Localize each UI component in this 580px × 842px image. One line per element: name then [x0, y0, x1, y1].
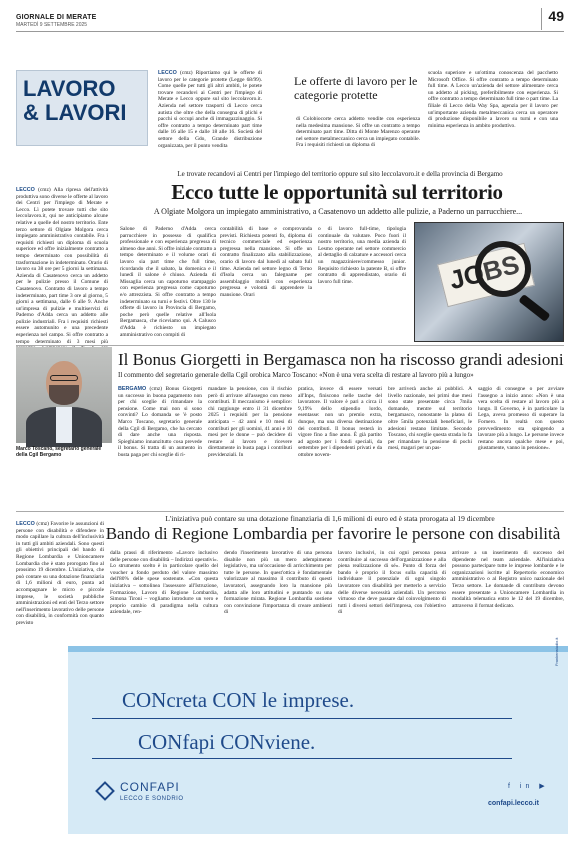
lombardia-article-column-3: lavoro inclusivi, in cui ogni persona possa contribuire al successo dell'organizzazione e alla piena realizzazione di sé». Punto di forza del bando è proprio il focus sulla capacità di individuare il potenziale di ogni singolo lavoratore con disabilità per metterlo a servizio delle diverse necessità aziendali. Un percorso virtuoso che deve passare dal coinvolgimento di tutti i diversi settori dell'impresa, con l'obiettivo di: [338, 550, 446, 616]
bonus-article-subhead: Il commento del segretario generale della Cgil orobica Marco Toscano: «Non è una vera scelta di restare al lavoro più a lungo»: [118, 371, 474, 379]
magnifier-icon: [475, 241, 531, 297]
lombardia-article-column-2: dendo l'inserimento lavorativo di una persona disabile non più un mero adempimento legislativo, ma un'occasione di arricchimento per tutte le persone. In quest'ottica è fondamentale valorizzare al massimo il contributo di questi lavoratori, assegnando loro la mansione più adatta alle loro attitudini e puntando su una formazione mirata. Regione Lombardia sostiene con convinzione l'importanza di creare ambienti di: [224, 550, 332, 616]
article-divider-2: [16, 511, 564, 512]
ad-slogan-line1: CONcreta CON le imprese.: [122, 688, 355, 712]
jobs-photo-word: JOBS: [446, 248, 523, 296]
top-article-column-3: scuola superiore e un'ottima conoscenza del pacchetto Microsoft Office. Si offre contratto a tempo determinato full time. A Lecco un'azienda del settore alimentare cerca un addetto al picking, preferibilmente con esperienza. Si offre contratto a tempo determinato full time o part time. La filiale di Lecco della Way Spa, agenzia per il lavoro per un'importante azienda metalmeccanica cerca un operatore di produzione disponibile a lavoro su turni e con una minima esperienza in ambito produttivo.: [428, 70, 558, 129]
ad-brand-name: CONFAPI: [120, 780, 180, 794]
lombardia-article-headline: Bando di Regione Lombardia per favorire le persone con disabilità: [105, 524, 561, 543]
main-article-column-3: o di lavoro full-time, tipologia continuale da valutare. Poco fuori il nostro territorio, una media azienda di Lesmo operante nel settore commercio al dettaglio di calzature e accessori cerca un magazziniere/commesso junior. Requisito richiesto la patente B, si offre contratto di apprendistato, orario di lavoro full time.: [318, 226, 406, 285]
section-title: [23, 77, 126, 125]
page-number: 49: [541, 8, 564, 30]
section-label-box: [16, 70, 148, 146]
bonus-article-text-1: (cmz) Bonus Giorgetti un successo in buona pagamento non per chi sceglie di rimandare la pensione. Come mai non si sono convinti? Lo domanda se 'è posto Marco Toscano, segretario generale della Cgil di Bergamo, che ha cercato di dare anche una risposta. Spieghiamo innanzitutto cosa prevede il bonus. Si tratta di un aumento in busta paga per chi sceglie di ri-: [118, 386, 202, 458]
social-icons[interactable]: f in ▶: [508, 783, 549, 790]
lombardia-article-column-4: arrivare a un inserimento di successo del dipendente nel team aziendale. All'iniziativa possono partecipare tutte le imprese lombarde e le organizzazioni iscritte al Repertorio economico amministrativo o al Registro unico nazionale del Terzo settore. Le domande di contributo devono essere presentate a Unioncamere Lombardia in modalità telematica entro le 12 del 19 dicembre, attraverso il format dedicato.: [452, 550, 564, 609]
ad-top-band: [68, 646, 568, 652]
main-article-column-1: Salone di Paderno d'Adda cerca parrucchiere in possesso di qualifica professionale e con esperienza pregressa di almeno due anni. Si offre iniziale contratto a tempo determinato e il volume orari di lavoro sia part time che full time, ricordando che il sabato, la domenica e il lunedì il salone è chiuso. Azienda di Missaglia cerca un capoturno stampaggio con esperienza pregressa come capoturno e/o attrezzista. Si offre contratto a tempo indeterminato su turni e festivi. Oltre 130 le offerte di lavoro in Provincia di Bergamo, poche però quelle relative all'Isola Bergamasca, che riceviamo qui. A Calusco d'Adda è richiesto un impiegato amministrativo con compiti di: [120, 226, 216, 338]
ad-rule-1: [92, 718, 512, 719]
lombardia-article-lead: LECCO: [16, 521, 35, 527]
main-article-left-column: [16, 187, 108, 345]
confapi-advertisement[interactable]: [68, 637, 568, 834]
main-article-column-2: contabilità di base e comprovanda previsti. Richiesta potenti fo, diploma di tecnico commerciale ed esperienza pregressa nella mansione. Si offe un contratto finalizzato alla stabilizzazione, orario di lavoro dal lunedì al sabato full time. Azienda nel settore legno di Terno d'Isola cerca un falegname per assemblaggio mobili con esperienza pregressa e volontà di apprendere la mansione. Orari: [220, 226, 312, 298]
ad-website-link[interactable]: confapi.lecco.it: [488, 800, 539, 807]
main-article-subhead: A Olgiate Molgora un impiegato amministrativo, a Casatenovo un addetto alle pulizie, a Paderno un parrucchiere...: [153, 207, 523, 216]
main-article-kicker: Le trovate recandovi ai Centri per l'impiego del territorio oppure sul sito leccolavoro.it e della provincia di Bergamo: [177, 170, 503, 178]
article-divider-1: [16, 345, 564, 346]
bonus-article-column-4: bre arriverà anche ai pubblici. A livello nazionale, nei primi due mesi sono state presentate circa 7mila domande, mentre sul territorio bergamasco, nonostante la platea di oltre 5mila potenziali beneficiari, le adesioni restano limitate. Secondo Toscano, chi sceglie questa strada lo fa per rimandare la pensione di pochi mesi, magari per un pas-: [388, 386, 472, 452]
masthead: [16, 8, 564, 42]
top-article-headline: Le offerte di lavoro per le categorie protette: [294, 74, 418, 102]
top-article-column-2: di Colobiocorte cerca addetto vendite con esperienza nella medesima mansione. Si offre un contratto a tempo determinato part time. Ditta di Monte Marenzo operante nel settore metalmeccanico cerca un impiegato contabile. Fra i requisiti richiesti un diploma di: [296, 116, 420, 149]
issue-date: MARTEDÌ 9 SETTEMBRE 2025: [16, 22, 88, 28]
ad-slogan-line2: CONfapi CONviene.: [138, 730, 316, 754]
section-title-line1: LAVORO: [23, 76, 116, 101]
portrait-beard: [49, 385, 79, 405]
main-article-headline: Ecco tutte le opportunità sul territorio: [171, 180, 503, 204]
ad-rule-2: [92, 758, 512, 759]
ad-credit: Frankenstudio.it: [554, 637, 559, 666]
portrait-photo: [16, 347, 112, 443]
lombardia-article-column-1: dalla prassi di riferimento «Lavoro inclusivo delle persone con disabilità – Indirizzi operativi». Lo strumento scelto è in particolare quello del voucher a fondo perduto del valore massimo dell'80% delle spese sostenute. «Con questa iniziativa – sottolinea l'assessore all'Istruzione, Formazione, Lavoro di Regione Lombardia, Simona Tironi – vogliamo introdurre un vero e proprio cambio di paradigma nella cultura aziendale, ren-: [110, 550, 218, 616]
ad-brand-sub: LECCO E SONDRIO: [120, 796, 184, 802]
portrait-glasses: [50, 375, 78, 381]
confapi-logo-icon: [95, 781, 115, 801]
main-article-left-text: (cmz) Alla ripresa dell'attività produttiva sono diverse le offerte al lavoro dei Centri per l'impiego di Merate e Lecco. Lì potete trovare tutti che sito leccolavoro.it, qui ne anticipiamo alcune relative a quelle del nostro territorio. Ente terzo settore di Olgiate Molgora cerca impiegato amministrativo contabile. Fra i requisiti richiesti un diploma di scuola superiore ed offre inizialmente contratto a tempo determinato con possibilità di trasformazione in indeterminato. Orario di lavoro su 38 ore per 5 giorni la settimana. Azienda di Casatenovo cerca un addetto per le pulizie presso il Comune di Casatenovo. Contratto di lavoro a tempo indeterminato, part time 3 ore al giorno, 5 giorni a settimana, dalle 6 alle 9. Anche un'impresa di pulizie e multiservizi di Paderno d'Adda cerca un addetto alle pulizie industriali. Fra i requisiti richiesti essere automunito e una precedente esperienza nel campo. Si offre contratto a tempo determinato di 3 mesi più: [16, 187, 108, 345]
top-article-text-1: (cmz) Riportiamo qui le offerte di lavoro per le categorie protette (Legge 68/99). Come quelle per tutti gli altri ambiti, le potete trovare recandovi ai Centri per l'impiego di Merate e Lecco oppure sul sito leccolavoro.it. Azienda nel settore trasporti di Lecco cerca autista che oltre che della consegna di plichi e pacchi si occupi anche di immagazzinaggio. Si offre contratto a tempo determinato part time dalle 16 alle 15 e dalle 18 alle 16. Società del settore della Gdo, Grande distribuzione organizzata, per il punto vendita: [158, 70, 262, 149]
section-title-line2: & LAVORI: [23, 100, 127, 125]
magnifier-handle: [518, 294, 550, 322]
bonus-article-column-2: mandare la pensione, con il rischio però di arrivare all'assegno con meno contributi. Il meccanismo è semplice: chi raggiunge entro il 31 dicembre 2025 i requisiti per la pensione anticipata – 42 anni e 10 mesi di contributi per gli uomini, 41 anni e 10 mesi per le donne – può decidere di restare al lavoro e ricevere direttamente in busta paga i contributi previdenziali. In: [208, 386, 292, 458]
bonus-article-column-3: pratica, invece di essere versati all'Inps, finiscono nelle tasche del lavoratore. Il valore è pari a circa il 9,19% dello stipendio lordo, esentasse: non un premio extra, dunque, ma una diversa destinazione dei contributi. Il bonus resterà in vigore fino a fine anno. È già partito ad agosto per i fondi speciali, da settembre per i dipendenti privati e da ottobre novem-: [298, 386, 382, 458]
portrait-shirt: [56, 407, 72, 443]
bonus-article-lead: BERGAMO: [118, 386, 147, 392]
main-article-lead: LECCO: [16, 187, 35, 193]
bonus-article-headline: Il Bonus Giorgetti in Bergamasca non ha riscosso grandi adesioni: [118, 350, 564, 369]
portrait-caption: Marco Toscano, segretario generale della Cgil Bergamo: [16, 446, 102, 458]
top-article-lead: LECCO: [158, 70, 177, 76]
bonus-article-column-1: [118, 386, 202, 486]
masthead-divider: [16, 31, 564, 32]
lombardia-article-kicker: L'iniziativa può contare su una dotazione finanziaria di 1,6 milioni di euro ed è stata prorogata al 19 dicembre: [165, 514, 495, 523]
jobs-photo: [414, 222, 564, 342]
top-article-column-1: [158, 70, 262, 168]
lombardia-article-left-text: (cmz) Favorire le assunzioni di persone con disabilità e difendere in modo capillare la cultura dell'inclusività in tutti gli ambiti aziendali. Sono questi gli obiettivi principali del bando di Regione Lombardia e Unioncamere Lombardia che è stato prorogato fino al prossimo 19 dicembre. L'iniziativa, che può contare su una dotazione finanziaria di 1,6 milioni di euro, punta ad accompagnare le micro e piccole imprese, le società pubbliche amministrazioni ed enti del Terzo settore nell'inserimento lavorativo delle persone con disabilità, in conformità con quanto previsto: [16, 521, 104, 626]
newspaper-name: GIORNALE DI MERATE: [16, 14, 97, 21]
bonus-article-column-5: saggio di consegne o per avviare l'assegno a inizio anno: «Non è una vera scelta di restare al lavoro più a lungo. Il Governo, è in particolare la Lega, aveva promesso di superare la Fornero. In realtà con questo provvedimento sta spingendo a lavorare più a lungo. Le persone invece restano ancora qualche mese e poi, giustamente, vanno in pensione».: [478, 386, 564, 452]
